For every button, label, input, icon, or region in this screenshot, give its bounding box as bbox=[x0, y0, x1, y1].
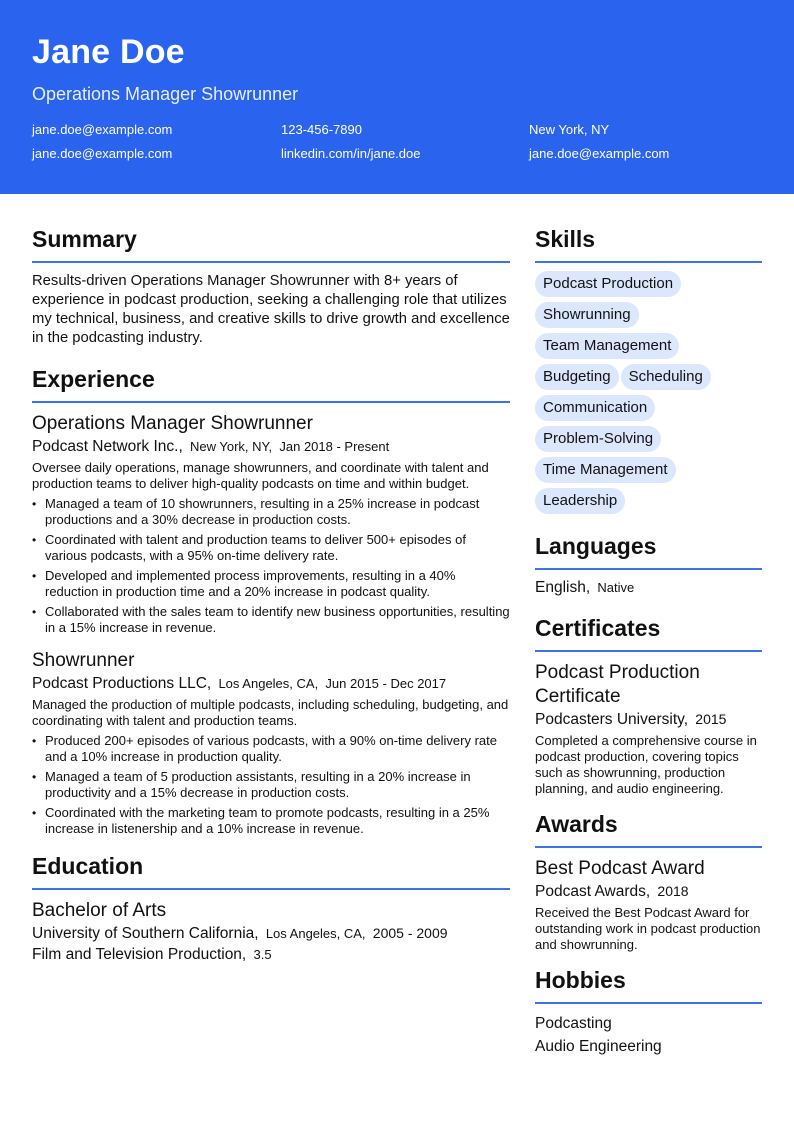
languages-heading: Languages bbox=[535, 533, 762, 570]
education-location: Los Angeles, CA, bbox=[265, 926, 366, 941]
experience-section bbox=[32, 366, 510, 837]
language-name: English, bbox=[535, 579, 591, 596]
contact-email-tertiary[interactable]: jane.doe@example.com bbox=[529, 146, 670, 161]
job-location: New York, NY, bbox=[190, 439, 273, 454]
job-bullet: • Produced 200+ episodes of various podcasts, with a 90% on-time delivery rate and a 10% increase in production quality. bbox=[32, 733, 510, 765]
hobbies-heading: Hobbies bbox=[535, 967, 762, 1004]
certificate-issuer: Podcasters University, bbox=[535, 711, 689, 728]
left-column bbox=[32, 226, 510, 964]
contact-phone[interactable]: 123-456-7890 bbox=[281, 122, 362, 137]
job-bullets bbox=[32, 496, 510, 636]
education-dates: 2005 - 2009 bbox=[372, 925, 448, 941]
awards-heading: Awards bbox=[535, 811, 762, 848]
job-meta bbox=[32, 438, 510, 456]
languages-section bbox=[535, 533, 762, 597]
hobbies-section bbox=[535, 967, 762, 1058]
job-bullet: • Collaborated with the sales team to identify new business opportunities, resulting in a 15% increase in revenue. bbox=[32, 604, 510, 636]
award-description: Received the Best Podcast Award for outstanding work in podcast production and showrunning. bbox=[535, 905, 761, 952]
award-year: 2018 bbox=[657, 883, 689, 899]
resume-header bbox=[0, 0, 794, 194]
job-dates: Jan 2018 - Present bbox=[279, 439, 390, 454]
summary-section bbox=[32, 226, 510, 348]
skills-section bbox=[535, 226, 762, 519]
hobby-item: Audio Engineering bbox=[535, 1038, 662, 1055]
job-bullets bbox=[32, 733, 510, 837]
skill-chip: Communication bbox=[535, 395, 655, 421]
award-issuer: Podcast Awards, bbox=[535, 883, 651, 900]
candidate-role: Operations Manager Showrunner bbox=[32, 84, 299, 104]
award-title: Best Podcast Award bbox=[535, 858, 705, 879]
summary-text: Results-driven Operations Manager Showrunner with 8+ years of experience in podcast production, seeking a challenging role that utilizes my technical, business, and creative skills to drive growth and excellence in the podcasting industry. bbox=[32, 273, 510, 346]
skill-chip: Time Management bbox=[535, 457, 676, 483]
job-description: Oversee daily operations, manage showrunners, and coordinate with talent and production teams to deliver high-quality podcasts on time and within budget. bbox=[32, 460, 489, 491]
job-entry bbox=[32, 650, 510, 837]
hobby-item: Podcasting bbox=[535, 1015, 612, 1032]
job-bullet: • Coordinated with talent and production teams to deliver 500+ episodes of various podcasts, with a 95% on-time delivery rate. bbox=[32, 532, 510, 564]
skill-chip: Budgeting bbox=[535, 364, 619, 390]
education-field-line bbox=[32, 946, 510, 964]
certificate-description: Completed a comprehensive course in podcast production, covering topics such as showrunning, production planning, and audio engineering. bbox=[535, 733, 757, 796]
contact-linkedin[interactable]: linkedin.com/in/jane.doe bbox=[281, 146, 421, 161]
job-meta bbox=[32, 675, 510, 693]
awards-section bbox=[535, 811, 762, 953]
skill-chip: Problem-Solving bbox=[535, 426, 661, 452]
education-gpa: 3.5 bbox=[253, 947, 272, 962]
certificate-meta bbox=[535, 711, 762, 729]
skills-heading: Skills bbox=[535, 226, 762, 263]
skill-chip: Leadership bbox=[535, 488, 625, 514]
hobbies-list bbox=[535, 1012, 762, 1058]
education-school-line bbox=[32, 925, 510, 943]
certificate-year: 2015 bbox=[695, 711, 727, 727]
candidate-name: Jane Doe bbox=[32, 33, 185, 71]
certificates-section bbox=[535, 615, 762, 797]
language-level: Native bbox=[597, 580, 635, 595]
contact-email-secondary[interactable]: jane.doe@example.com bbox=[32, 146, 173, 161]
education-section bbox=[32, 853, 510, 964]
language-item bbox=[535, 579, 762, 597]
job-description: Managed the production of multiple podcasts, including scheduling, budgeting, and coordinating with talent and production teams. bbox=[32, 697, 509, 728]
education-degree: Bachelor of Arts bbox=[32, 900, 167, 921]
contact-email[interactable]: jane.doe@example.com bbox=[32, 122, 173, 137]
education-school: University of Southern California, bbox=[32, 925, 259, 942]
right-column bbox=[535, 226, 762, 1058]
job-dates: Jun 2015 - Dec 2017 bbox=[325, 676, 447, 691]
education-field: Film and Television Production, bbox=[32, 946, 247, 963]
job-title: Showrunner bbox=[32, 650, 135, 671]
job-company: Podcast Network Inc., bbox=[32, 438, 183, 455]
skills-list bbox=[535, 271, 762, 519]
summary-heading: Summary bbox=[32, 226, 510, 263]
job-bullet: • Developed and implemented process improvements, resulting in a 40% reduction in production time and a 20% increase in podcast quality. bbox=[32, 568, 510, 600]
job-bullet: • Managed a team of 5 production assistants, resulting in a 20% increase in productivity and a 15% decrease in production costs. bbox=[32, 769, 510, 801]
job-title: Operations Manager Showrunner bbox=[32, 413, 313, 434]
award-meta bbox=[535, 883, 762, 901]
skill-chip: Team Management bbox=[535, 333, 679, 359]
skill-chip: Scheduling bbox=[621, 364, 711, 390]
education-heading: Education bbox=[32, 853, 510, 890]
job-company: Podcast Productions LLC, bbox=[32, 675, 212, 692]
skill-chip: Podcast Production bbox=[535, 271, 681, 297]
job-location: Los Angeles, CA, bbox=[218, 676, 319, 691]
contact-location: New York, NY bbox=[529, 122, 610, 137]
certificate-title: Podcast Production Certificate bbox=[535, 662, 700, 707]
job-bullet: • Managed a team of 10 showrunners, resulting in a 25% increase in podcast productions and a 30% decrease in production costs. bbox=[32, 496, 510, 528]
job-bullet: • Coordinated with the marketing team to promote podcasts, resulting in a 25% increase in listenership and a 10% increase in revenue. bbox=[32, 805, 510, 837]
skill-chip: Showrunning bbox=[535, 302, 639, 328]
experience-heading: Experience bbox=[32, 366, 510, 403]
job-entry bbox=[32, 413, 510, 636]
certificates-heading: Certificates bbox=[535, 615, 762, 652]
